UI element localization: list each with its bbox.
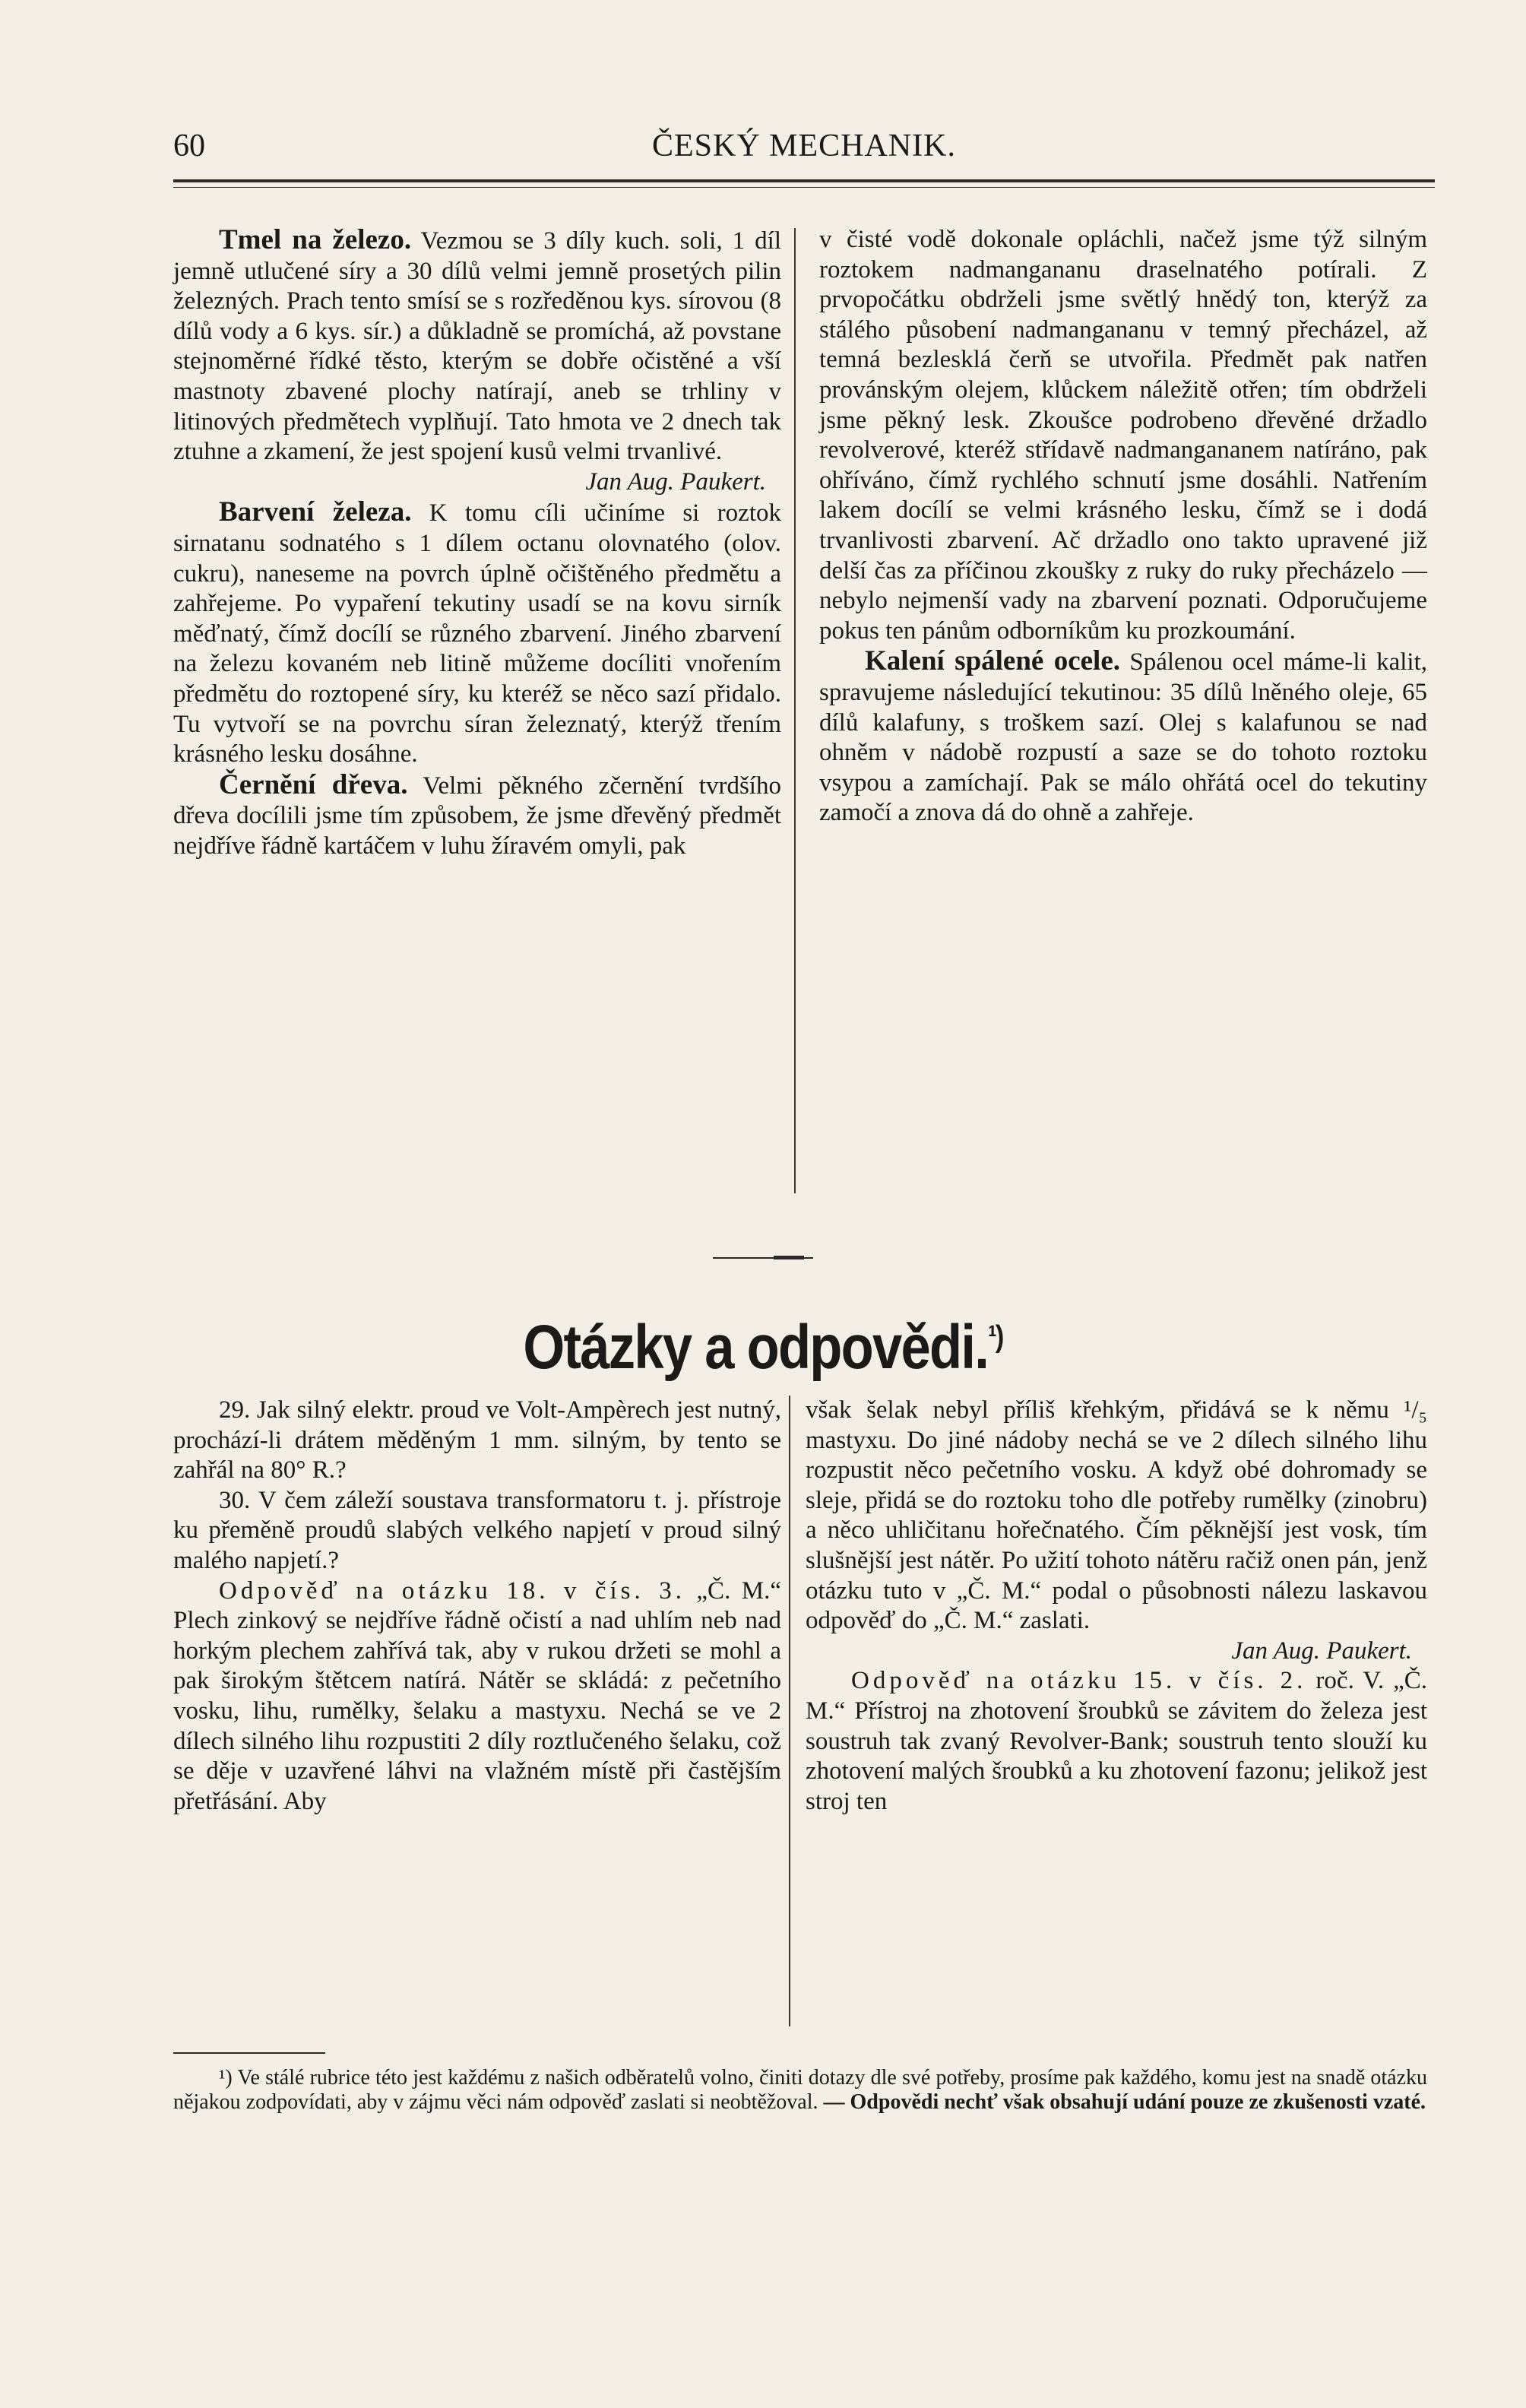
header-rule: [173, 179, 1435, 182]
kaleni-heading: Kalení spálené ocele.: [865, 645, 1120, 677]
barveni-paragraph: [173, 497, 781, 769]
barveni-heading: Barvení železa.: [219, 496, 412, 528]
cerneni-continuation: v čisté vodě dokonale opláchli, načež jsme týž silným roztokem nadmangananu draselnatého potírali. Z prvopočátku obdrželi jsme světlý hnědý ton, kterýž za stálého působení nadmangananu v temný přecházel, až temná bezlesklá čerň se utvořila. Předmět pak natřen provánským olejem, klůckem náležitě otřen; tím obdrželi jsme pěkný lesk. Zkoušce podrobeno dřevěné držadlo revolverové, kteréž střídavě nadmangananem natíráno, pak ohříváno, čímž rychlého schnutí jsme dosáhli. Natřením lakem docílí se velmi krásného lesku, čímž se i dodá trvanlivosti zbarvení. Ač držadlo ono takto upravené již delší čas za příčinou zkoušky z ruky do ruky přecházelo — nebylo nejmenší vady na zbarvení poznati. Odporučujeme pokus ten pánům odborníkům ku prozkoumání.: [819, 226, 1427, 645]
footnote-bold-text: — Odpovědi nechť však obsahují udání pouze ze zkušenosti vzaté.: [823, 2090, 1426, 2114]
left-column: [173, 225, 781, 861]
cerneni-paragraph: [173, 770, 781, 862]
section-separator-mark: [774, 1256, 804, 1259]
tmel-author: Jan Aug. Paukert.: [585, 467, 766, 496]
answer-18-text: „Č. M.“ Plech zinkový se nejdříve řádně očistí a nad uhlím neb nad horkým plechem zahřívá tak, aby v rukou držeti se mohl a pak širokým štětcem natírá. Nátěr se skládá: z pečetního vosku, lihu, rumělky, šelaku a mastyxu. Nechá se ve 2 dílech silného lihu rozpustiti 2 díly roztlučeného šelaku, což se děje v uzavřené láhvi na vlažném místě při častějším přetřásání. Aby: [173, 1576, 781, 1815]
section-title: Otázky a odpovědi.$^{^1)}$: [523, 1313, 1003, 1382]
answer-18-continuation: však šelak nebyl příliš křehkým, přidává se k němu ¹/₅ mastyxu. Do jiné nádoby nechá se ve 2 dílech silného lihu rozpustit něco pečetního vosku. A když obé dohromady se sleje, přidá se do roztoku toho dle potřeby rumělky (zinobru) a něco uhličitanu hořečnatého. Čím pěknější jest vosk, tím slušnější jest nátěr. Po užití tohoto nátěru račiž onen pán, jenž otázku tuto v „Č. M.“ podal o působnosti nálezu laskavou odpověď do „Č. M.“ zaslati.: [806, 1396, 1427, 1635]
question-29: 29. Jak silný elektr. proud ve Volt-Ampèrech jest nutný, prochází-li drátem měděným 1 mm. silným, by tento se zahřál na 80° R.?: [173, 1396, 781, 1484]
cerneni-heading: Černění dřeva.: [219, 768, 408, 800]
footnote-text: ¹) Ve stálé rubrice této jest každému z našich odběratelů volno, činiti dotazy dle své potřeby, prosíme pak každého, komu jest na snadě otázku nějakou zodpovídati, aby v zájmu věci nám odpověď zaslati si neobtěžoval.: [173, 2066, 1427, 2114]
questions-right-column: [806, 1396, 1427, 1817]
answer-18-author: Jan Aug. Paukert.: [1231, 1636, 1412, 1665]
cerneni-text: Velmi pěkného zčernění tvrdšího dřeva docílili jsme tím způsobem, že jsme dřevěný předmět nejdříve řádně kartáčem v luhu žíravém omyli, pak: [173, 772, 781, 860]
footnote-rule: [173, 2052, 325, 2054]
right-column: [819, 225, 1427, 829]
footnote: [173, 2066, 1427, 2115]
kaleni-paragraph: [819, 646, 1427, 829]
barveni-text: K tomu cíli učiníme si roztok sirnatanu sodnatého s 1 dílem octanu olovnatého (olov. cukru), naneseme na povrch úplně očištěného předmětu a zahřejeme. Po vypaření tekutiny usadí se na kovu sirník měďnatý, čímž docílí se různého zbarvení. Jiného zbarvení na železu kovaném neb litině můžeme docíliti vnořením předmětu do roztopené síry, ku kteréž se něco sazí přidalo. Tu vytvoří se na povrchu síran železnatý, kterýž třením krásného lesku dosáhne.: [173, 499, 781, 768]
answer-15-text: roč. V. „Č. M.“ Přístroj na zhotovení šroubků se závitem do železa jest soustruh tak zvaný Revolver-Bank; soustruh tento slouží ku zhotovení malých šroubků a ku zhotovení fazonu; jelikož jest stroj ten: [806, 1667, 1427, 1815]
footnote-mark: ¹): [988, 1320, 1003, 1354]
answer-18-label: Odpověď na otázku 18. v čís. 3.: [219, 1576, 685, 1605]
kaleni-text: Spálenou ocel máme-li kalit, spravujeme následující tekutinou: 35 dílů lněného oleje, 65 dílů kalafuny, s troškem sazí. Olej s kalafunou se nad ohněm v nádobě rozpustí a saze se do tohoto roztoku vsypou a zamíchají. Pak se málo ohřátá ocel do tekutiny zamočí a znova dá do ohně a zahřeje.: [819, 648, 1427, 827]
page-header: [173, 128, 1435, 173]
tmel-text: Vezmou se 3 díly kuch. soli, 1 díl jemně utlučené síry a 30 dílů velmi jemně prosetých pilin železných. Prach tento smísí se s rozředěnou kys. sírovou (8 dílů vody a 6 kys. sír.) a důkladně se promíchá, až povstane stejnoměrné řídké těsto, kterým se dobře očistěné a vší mastnoty zbavené plochy natírají, aneb se trhliny v litinových předmětech vyplňují. Tato hmota ve 2 dnech tak ztuhne a zkamení, že jest spojení kusů velmi trvanlivé.: [173, 227, 781, 466]
answer-18-paragraph: [173, 1576, 781, 1817]
questions-left-column: [173, 1396, 781, 1817]
page-number: 60: [173, 128, 205, 163]
answer-15-paragraph: [806, 1666, 1427, 1817]
question-30: 30. V čem záleží soustava transformatoru t. j. přístroje ku přeměně proudů slabých velkého napjetí v proud silný malého napjetí.?: [173, 1486, 781, 1574]
journal-title: ČESKÝ MECHANIK.: [651, 128, 956, 163]
header-rule-thin: [173, 187, 1435, 188]
column-divider: [794, 228, 796, 1193]
tmel-paragraph: [173, 225, 781, 467]
tmel-heading: Tmel na železo.: [219, 224, 412, 255]
answer-15-label: Odpověď na otázku 15. v čís. 2.: [851, 1667, 1307, 1695]
questions-column-divider: [789, 1396, 790, 2026]
